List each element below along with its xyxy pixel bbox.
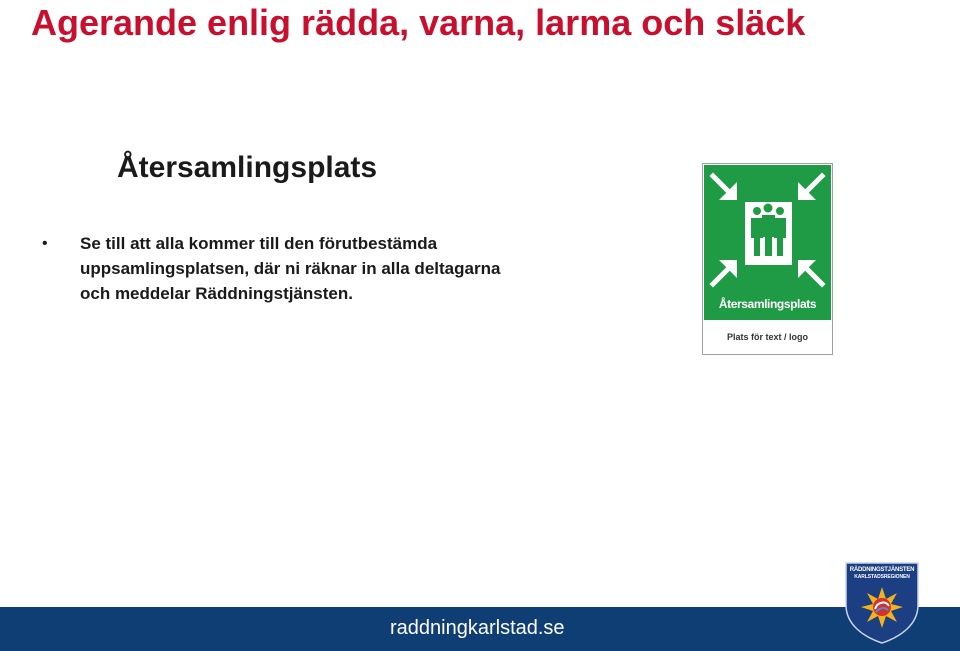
slide-title: Agerande enlig rädda, varna, larma och släck [31,2,806,43]
raddningstjansten-badge [842,561,922,645]
sign-caption: Plats för text / logo [726,332,808,342]
section-heading: Återsamlingsplats [117,151,378,184]
badge-line-1: RÄDDNINGSTJÄNSTEN [849,567,915,573]
bullet-text: Se till att alla kommer till den förutbestämda uppsamlingsplatsen, där ni räknar in alla deltagarna och meddelar Räddningstjänsten. [80,234,501,303]
footer-url: raddningkarlstad.se [390,617,565,639]
assembly-point-sign [702,163,833,355]
footer-bar [0,607,960,651]
bullet-list [42,231,512,306]
bullet-marker: • [42,235,48,252]
sign-green-panel [704,165,831,320]
sign-label: Återsamlingsplats [718,297,817,311]
bullet-item [42,231,512,306]
badge-line-2: KARLSTADSREGIONEN [854,574,910,580]
